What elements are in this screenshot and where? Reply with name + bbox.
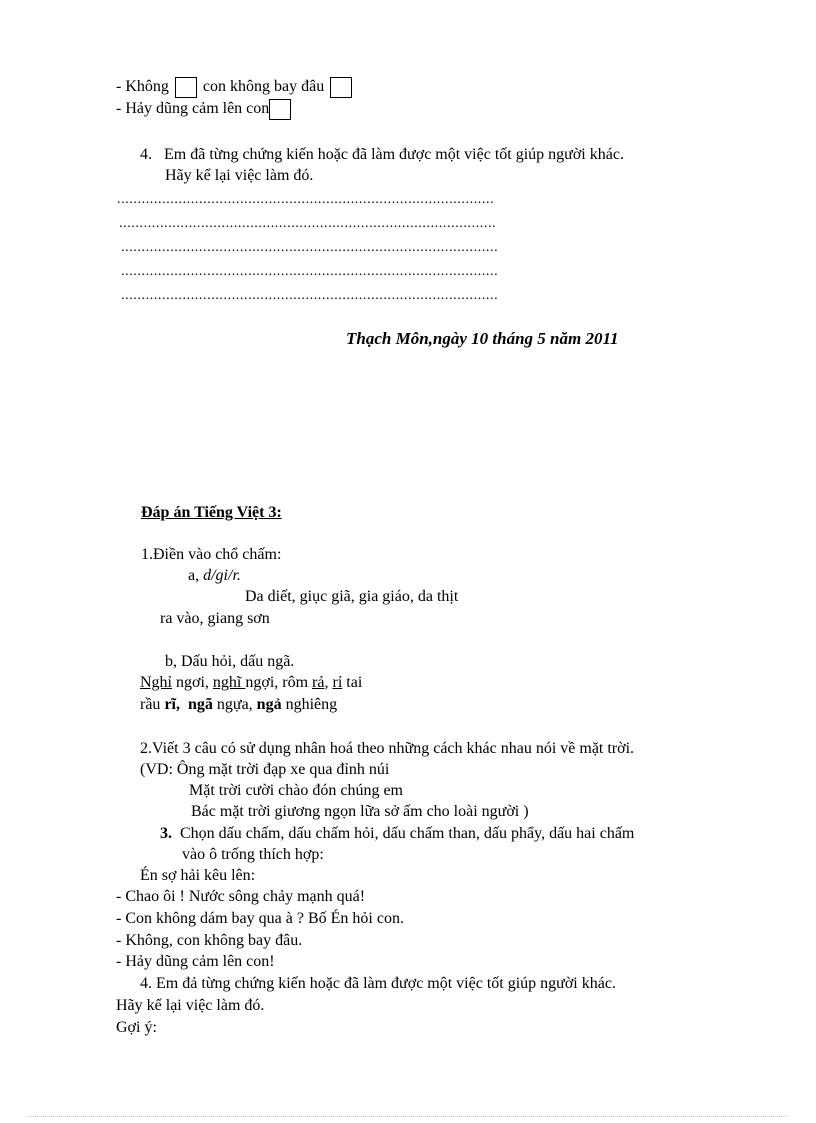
- answer-box[interactable]: [269, 99, 291, 120]
- answer-3-sentence: - Không, con không bay đâu.: [116, 932, 303, 949]
- word: ngả: [256, 696, 282, 713]
- answer-1b-label: b, Dấu hỏi, dấu ngã.: [165, 653, 295, 670]
- text: rầu: [140, 696, 165, 713]
- answer-1b-line1: [140, 673, 362, 693]
- date-signature: Thạch Môn,ngày 10 tháng 5 năm 2011: [346, 329, 619, 348]
- answer-4-hint: Gợi ý:: [116, 1019, 157, 1036]
- answer-1a-line2: ra vào, giang sơn: [160, 610, 270, 627]
- answer-3-sentence: - Hảy dũng cảm lên con!: [116, 953, 275, 970]
- exercise-line-hay-dung-cam: [116, 99, 293, 120]
- text: ,: [324, 674, 333, 691]
- answer-key-title: Đáp án Tiếng Việt 3:: [141, 504, 282, 521]
- text: nghiêng: [281, 696, 338, 713]
- word: nghĩ: [212, 674, 246, 691]
- text: - Không: [116, 78, 169, 96]
- label: a,: [188, 567, 200, 584]
- word: ngã: [187, 696, 213, 713]
- text: [180, 696, 188, 713]
- text: ngợi, rôm: [245, 674, 313, 691]
- answer-box[interactable]: [175, 77, 197, 98]
- answer-1b-line2: [140, 695, 337, 715]
- word: Nghỉ: [140, 674, 172, 691]
- exercise-line-khong: [116, 77, 354, 98]
- text: tai: [342, 674, 363, 691]
- answer-dotted-line[interactable]: ............................................................................................: [117, 192, 495, 207]
- letters: d/gi/r.: [199, 567, 241, 584]
- word: rĩ,: [164, 696, 180, 713]
- answer-2-example-1: (VD: Ông mặt trời đạp xe qua đỉnh núi: [140, 761, 390, 778]
- answer-2-example-3: Bác mặt trời giương ngọn lữa sở ấm cho loài người ): [191, 803, 529, 820]
- question-number: 4.: [140, 146, 152, 163]
- answer-3-sentence: - Con không dám bay qua à ? Bố Én hỏi con.: [116, 910, 404, 927]
- text: ngựa,: [212, 696, 257, 713]
- question-text: Em đã từng chứng kiến hoặc đã làm được một việc tốt giúp người khác.: [164, 146, 624, 163]
- answer-4-line2: Hãy kể lại việc làm đó.: [116, 997, 265, 1014]
- answer-dotted-line[interactable]: ............................................................................................: [121, 264, 499, 279]
- answer-3-sentence: - Chao ôi ! Nước sông chảy mạnh quá!: [116, 888, 366, 905]
- word: rả: [312, 674, 325, 691]
- answer-2-heading: 2.Viết 3 câu có sử dụng nhân hoá theo những cách khác nhau nói về mặt trời.: [140, 740, 635, 757]
- question-4-line1: [140, 145, 624, 165]
- word: rỉ: [332, 674, 343, 691]
- text: con không bay đâu: [202, 78, 325, 96]
- answer-3-line1: [160, 824, 634, 844]
- question-number: 3.: [160, 825, 172, 842]
- answer-box[interactable]: [330, 77, 352, 98]
- answer-1-heading: 1.Điền vào chổ chấm:: [141, 546, 282, 563]
- question-text: Chọn dấu chấm, dấu chấm hỏi, dấu chấm than, dấu phẩy, dấu hai chấm: [180, 825, 635, 842]
- text: ngơi,: [172, 674, 213, 691]
- answer-1a-label: [188, 566, 241, 586]
- page-bottom-divider: [28, 1116, 788, 1117]
- answer-3-line2: vào ô trống thích hợp:: [182, 846, 324, 863]
- answer-2-example-2: Mặt trời cười chào đón chúng em: [189, 782, 403, 799]
- text: - Hảy dũng cảm lên con: [116, 100, 270, 118]
- answer-4-line1: 4. Em đả từng chứng kiến hoặc đã làm được một việc tốt giúp người khác.: [140, 975, 616, 992]
- question-4-line2: Hãy kể lại việc làm đó.: [165, 167, 314, 184]
- answer-3-sentence: Én sợ hải kêu lên:: [140, 867, 256, 884]
- answer-dotted-line[interactable]: ............................................................................................: [121, 240, 499, 255]
- answer-1a-line1: Da diết, giục giã, gia giáo, da thịt: [245, 588, 459, 605]
- answer-dotted-line[interactable]: ............................................................................................: [121, 288, 499, 303]
- answer-dotted-line[interactable]: ............................................................................................: [119, 216, 497, 231]
